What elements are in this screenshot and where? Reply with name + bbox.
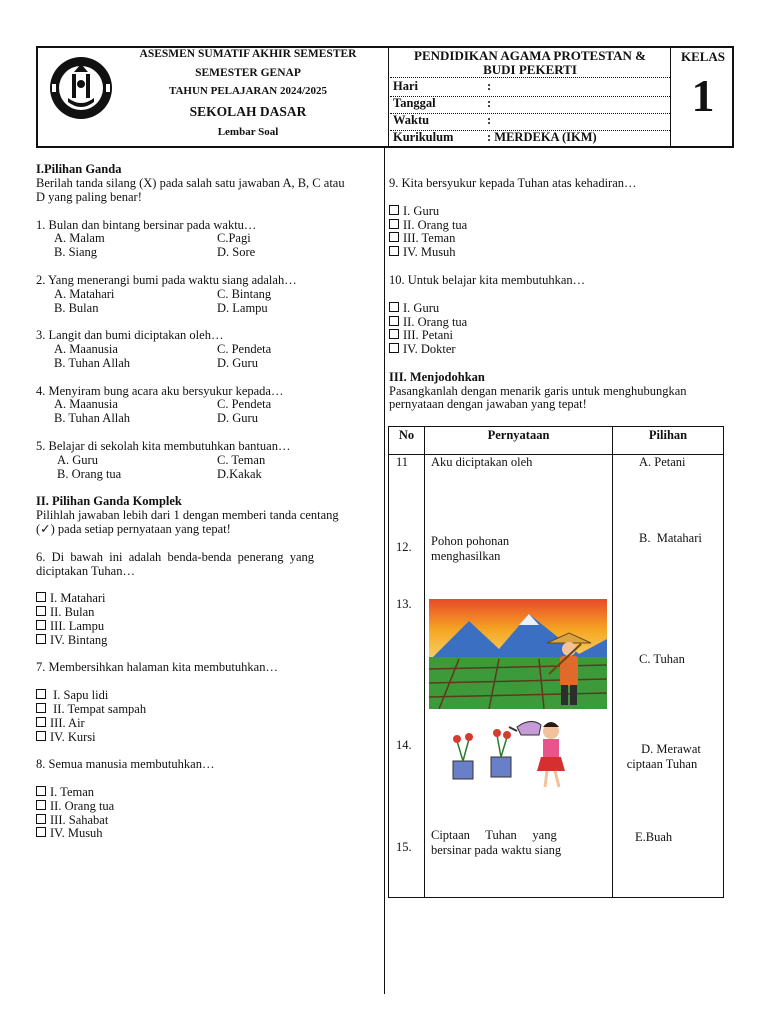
row-number: 11: [396, 455, 409, 469]
row-number: 15.: [396, 840, 412, 854]
column-divider: [384, 148, 385, 994]
checkbox-icon: [36, 827, 46, 837]
question-8: 8. Semua manusia membutuhkan…: [36, 757, 215, 771]
checkbox-icon: [36, 800, 46, 810]
row-choice: D. Merawat: [641, 742, 701, 756]
checkbox-icon: [389, 246, 399, 256]
checkbox-option[interactable]: I. Guru: [389, 301, 439, 315]
checkbox-icon: [36, 703, 46, 713]
checkbox-icon: [389, 329, 399, 339]
checkbox-option[interactable]: II. Orang tua: [36, 799, 114, 813]
answer-option: D. Sore: [217, 245, 256, 259]
question-10: 10. Untuk belajar kita membutuhkan…: [389, 273, 586, 287]
question-2: 2. Yang menerangi bumi pada waktu siang adalah…: [36, 273, 297, 287]
answer-option: B. Bulan: [54, 301, 99, 315]
checkbox-option[interactable]: III. Petani: [389, 328, 453, 342]
checkbox-option[interactable]: IV. Dokter: [389, 342, 456, 356]
answer-option: A. Guru: [57, 453, 98, 467]
subject-line-2: BUDI PEKERTI: [390, 62, 670, 78]
checkbox-option[interactable]: II. Tempat sampah: [36, 702, 146, 716]
table-header-choice: Pilihan: [648, 428, 688, 442]
row-statement: Aku diciptakan oleh: [431, 455, 533, 469]
checkbox-option[interactable]: II. Orang tua: [389, 218, 467, 232]
section-3-instruction: pernyataan dengan jawaban yang tepat!: [389, 397, 587, 411]
answer-option: C. Bintang: [217, 287, 272, 301]
row-statement: Pohon pohonan: [431, 534, 510, 548]
answer-option: A. Maanusia: [54, 397, 118, 411]
row-choice: E.Buah: [635, 830, 673, 844]
question-3: 3. Langit dan bumi diciptakan oleh…: [36, 328, 224, 342]
section-2-instruction: (✓) pada setiap pernyataan yang tepat!: [36, 522, 231, 536]
checkbox-option[interactable]: III. Air: [36, 716, 85, 730]
checkbox-option[interactable]: IV. Bintang: [36, 633, 107, 647]
info-row-kurikulum: Kurikulum : MERDEKA (IKM): [393, 130, 597, 144]
answer-option: A. Malam: [54, 231, 105, 245]
answer-option: C.Pagi: [217, 231, 251, 245]
info-row-tanggal: Tanggal :: [390, 96, 670, 114]
section-3-instruction: Pasangkanlah dengan menarik garis untuk menghubungkan: [389, 384, 687, 398]
answer-option: B. Siang: [54, 245, 98, 259]
row-number: 13.: [396, 597, 412, 611]
checkbox-icon: [36, 786, 46, 796]
answer-option: D. Guru: [217, 356, 258, 370]
checkbox-option[interactable]: III. Sahabat: [36, 813, 108, 827]
row-statement: menghasilkan: [431, 549, 501, 563]
checkbox-option[interactable]: I. Matahari: [36, 591, 106, 605]
question-6: 6. Di bawah ini adalah benda-benda penerang yang: [36, 550, 315, 564]
checkbox-icon: [389, 219, 399, 229]
row-choice: C. Tuhan: [639, 652, 685, 666]
checkbox-icon: [36, 731, 46, 741]
sheet-label: Lembar Soal: [217, 126, 279, 138]
checkbox-option[interactable]: IV. Kursi: [36, 730, 96, 744]
answer-option: C. Teman: [217, 453, 266, 467]
kelas-number: 1: [691, 70, 715, 121]
checkbox-option[interactable]: II. Orang tua: [389, 315, 467, 329]
checkbox-icon: [36, 814, 46, 824]
watering-plants-illustration: [439, 717, 579, 789]
checkbox-icon: [36, 620, 46, 630]
answer-option: B. Tuhan Allah: [54, 411, 131, 425]
checkbox-icon: [36, 634, 46, 644]
row-choice: B. Matahari: [639, 531, 702, 545]
table-header-statement: Pernyataan: [487, 428, 550, 442]
checkbox-option[interactable]: III. Lampu: [36, 619, 104, 633]
checkbox-option[interactable]: IV. Musuh: [36, 826, 103, 840]
title-line-1: ASESMEN SUMATIF AKHIR SEMESTER: [139, 48, 357, 60]
checkbox-icon: [389, 316, 399, 326]
title-line-2: SEMESTER GENAP: [195, 67, 301, 79]
table-header-no: No: [398, 428, 415, 442]
answer-option: A. Matahari: [54, 287, 115, 301]
school-emblem-logo: [44, 54, 118, 122]
matching-table: [388, 426, 724, 898]
checkbox-option[interactable]: I. Teman: [36, 785, 94, 799]
checkbox-option[interactable]: I. Sapu lidi: [36, 688, 108, 702]
answer-option: C. Pendeta: [217, 397, 272, 411]
answer-option: A. Maanusia: [54, 342, 118, 356]
title-line-3: TAHUN PELAJARAN 2024/2025: [168, 85, 328, 97]
checkbox-option[interactable]: II. Bulan: [36, 605, 94, 619]
info-row-waktu: Waktu :: [390, 113, 670, 131]
answer-option: C. Pendeta: [217, 342, 272, 356]
section-2-instruction: Pilihlah jawaban lebih dari 1 dengan memberi tanda centang: [36, 508, 339, 522]
kelas-label: KELAS: [680, 49, 726, 64]
question-6-cont: diciptakan Tuhan…: [36, 564, 135, 578]
header-box: [36, 46, 734, 148]
answer-option: B. Tuhan Allah: [54, 356, 131, 370]
checkbox-icon: [389, 343, 399, 353]
question-4: 4. Menyiram bung acara aku bersyukur kepada…: [36, 384, 284, 398]
answer-option: B. Orang tua: [57, 467, 122, 481]
row-choice: A. Petani: [639, 455, 686, 469]
section-3-title: III. Menjodohkan: [389, 370, 485, 384]
checkbox-icon: [389, 232, 399, 242]
row-choice: ciptaan Tuhan: [626, 757, 698, 771]
section-1-instruction: D yang paling benar!: [36, 190, 142, 204]
answer-option: D. Guru: [217, 411, 258, 425]
question-7: 7. Membersihkan halaman kita membutuhkan…: [36, 660, 278, 674]
school-level: SEKOLAH DASAR: [189, 104, 307, 119]
row-statement: bersinar pada waktu siang: [431, 843, 562, 857]
checkbox-icon: [36, 592, 46, 602]
farmer-mountain-illustration: [429, 599, 607, 709]
row-number: 14.: [396, 738, 412, 752]
row-number: 12.: [396, 540, 412, 554]
subject-line-1: PENDIDIKAN AGAMA PROTESTAN &: [414, 48, 646, 63]
question-5: 5. Belajar di sekolah kita membutuhkan bantuan…: [36, 439, 291, 453]
checkbox-icon: [389, 205, 399, 215]
section-1-instruction: Berilah tanda silang (X) pada salah satu jawaban A, B, C atau: [36, 176, 345, 190]
checkbox-option[interactable]: III. Teman: [389, 231, 455, 245]
checkbox-icon: [36, 689, 46, 699]
checkbox-icon: [36, 606, 46, 616]
info-row-hari: Hari :: [390, 79, 670, 97]
checkbox-option[interactable]: I. Guru: [389, 204, 439, 218]
question-9: 9. Kita bersyukur kepada Tuhan atas kehadiran…: [389, 176, 637, 190]
checkbox-icon: [389, 302, 399, 312]
answer-option: D. Lampu: [217, 301, 268, 315]
section-2-title: II. Pilihan Ganda Komplek: [36, 494, 182, 508]
checkbox-icon: [36, 717, 46, 727]
checkbox-option[interactable]: IV. Musuh: [389, 245, 456, 259]
answer-option: D.Kakak: [217, 467, 262, 481]
section-1-title: I.Pilihan Ganda: [36, 162, 122, 176]
question-1: 1. Bulan dan bintang bersinar pada waktu…: [36, 218, 257, 232]
row-statement: Ciptaan Tuhan yang: [431, 828, 557, 842]
